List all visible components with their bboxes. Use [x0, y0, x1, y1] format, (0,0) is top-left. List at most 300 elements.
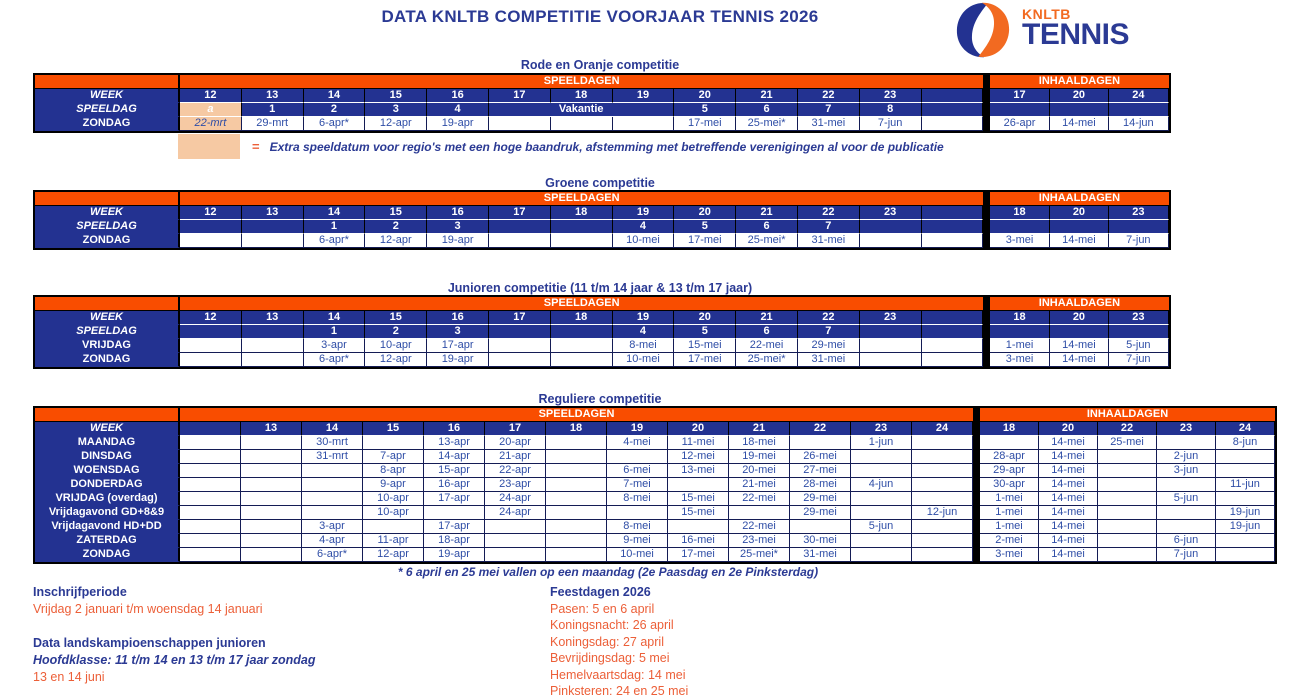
week-number: 22 — [798, 311, 860, 325]
date-cell: 7-mei — [607, 478, 668, 492]
date-cell: 28-mei — [790, 478, 851, 492]
date-cell: 22-mei — [729, 492, 790, 506]
date-cell: 17-mei — [668, 548, 729, 562]
landskampioenschappen-line2: 13 en 14 juni — [33, 670, 105, 684]
inhaal-date-cell — [1098, 464, 1157, 478]
date-cell — [607, 450, 668, 464]
week-number: 22 — [798, 89, 860, 103]
speeldag-number — [180, 325, 242, 339]
date-cell — [241, 436, 302, 450]
speeldag-number: a — [180, 103, 242, 117]
speeldag-number: 7 — [798, 220, 860, 234]
date-cell — [912, 520, 973, 534]
week-number: 17 — [489, 311, 551, 325]
feestdag-item: Pinksteren: 24 en 25 mei — [550, 684, 689, 698]
speeldag-number: 3 — [427, 220, 489, 234]
date-cell — [302, 506, 363, 520]
inhaal-date-cell — [1157, 520, 1216, 534]
date-cell: 4-mei — [607, 436, 668, 450]
date-cell — [302, 478, 363, 492]
info-left-block — [33, 584, 316, 686]
inhaaldagen-header: INHAALDAGEN — [980, 408, 1275, 422]
date-cell — [242, 353, 304, 367]
section-divider — [983, 192, 990, 206]
inhaal-date-cell: 1-mei — [990, 339, 1049, 353]
date-cell: 20-mei — [729, 464, 790, 478]
day-row-label: ZONDAG — [35, 234, 180, 248]
date-cell: 22-mei — [729, 520, 790, 534]
inhaal-date-cell: 7-jun — [1157, 548, 1216, 562]
inhaal-date-cell — [980, 436, 1039, 450]
date-cell — [551, 117, 613, 131]
section-divider — [973, 506, 980, 520]
date-cell — [546, 548, 607, 562]
section-divider — [983, 325, 990, 339]
week-number: 16 — [424, 422, 485, 436]
speeldag-number — [990, 220, 1049, 234]
date-cell — [729, 506, 790, 520]
feestdagen-block — [550, 584, 688, 698]
week-row-label: WEEK — [35, 311, 180, 325]
date-cell: 12-jun — [912, 506, 973, 520]
week-number: 14 — [302, 422, 363, 436]
section-divider — [973, 450, 980, 464]
day-row-label: WOENSDAG — [35, 464, 180, 478]
section-divider — [983, 234, 990, 248]
week-number: 19 — [613, 311, 675, 325]
date-cell — [551, 234, 613, 248]
date-cell: 31-mei — [798, 234, 860, 248]
inhaal-date-cell: 2-mei — [980, 534, 1039, 548]
date-cell — [922, 117, 984, 131]
spacer — [33, 618, 316, 635]
inhaal-date-cell: 14-jun — [1109, 117, 1168, 131]
feestdag-item: Bevrijdingsdag: 5 mei — [550, 651, 670, 665]
inhaal-date-cell — [1216, 492, 1275, 506]
feestdag-item: Koningsnacht: 26 april — [550, 618, 674, 632]
date-cell: 6-apr* — [304, 117, 366, 131]
inschrijfperiode-title: Inschrijfperiode — [33, 585, 127, 599]
inhaal-date-cell: 3-jun — [1157, 464, 1216, 478]
legend-equals-sign: = — [252, 139, 260, 154]
date-cell — [302, 492, 363, 506]
week-number: 15 — [365, 206, 427, 220]
inhaal-date-cell: 14-mei — [1039, 506, 1098, 520]
inhaal-week-number: 20 — [1050, 206, 1109, 220]
inhaal-week-number: 17 — [990, 89, 1049, 103]
table-rode-oranje — [33, 73, 1171, 133]
inhaal-date-cell — [1098, 534, 1157, 548]
date-cell: 6-apr* — [302, 548, 363, 562]
table-groene — [33, 190, 1171, 250]
inhaal-week-number: 24 — [1216, 422, 1275, 436]
table-corner — [35, 408, 180, 422]
knltb-logo-text — [1022, 1, 1130, 51]
date-cell: 10-apr — [363, 492, 424, 506]
week-number — [922, 89, 984, 103]
date-cell: 3-apr — [304, 339, 366, 353]
week-number: 16 — [427, 311, 489, 325]
week-number: 16 — [427, 89, 489, 103]
week-number — [922, 206, 984, 220]
inhaal-date-cell — [1216, 548, 1275, 562]
logo-knltb-label: KNLTB — [1022, 6, 1071, 22]
table-title-reguliere: Reguliere competitie — [538, 392, 662, 406]
speeldag-number — [1050, 220, 1109, 234]
table-title-junioren: Junioren competitie (11 t/m 14 jaar & 13 t/m 17 jaar) — [447, 281, 753, 295]
date-cell — [613, 117, 675, 131]
day-row-label: ZATERDAG — [35, 534, 180, 548]
week-number: 18 — [551, 311, 613, 325]
date-cell — [241, 450, 302, 464]
speeldag-number: 1 — [304, 220, 366, 234]
date-cell — [922, 353, 984, 367]
inhaal-date-cell: 11-jun — [1216, 478, 1275, 492]
week-number: 17 — [489, 206, 551, 220]
inhaal-date-cell: 14-mei — [1039, 436, 1098, 450]
section-divider — [983, 220, 990, 234]
date-cell: 17-apr — [424, 520, 485, 534]
week-number: 22 — [798, 206, 860, 220]
section-divider — [983, 339, 990, 353]
date-cell: 11-apr — [363, 534, 424, 548]
speeldag-number: 6 — [736, 220, 798, 234]
date-cell: 12-apr — [365, 117, 427, 131]
date-cell: 10-apr — [365, 339, 427, 353]
date-cell — [485, 534, 546, 548]
date-cell: 23-apr — [485, 478, 546, 492]
date-cell: 26-mei — [790, 450, 851, 464]
week-row-label: WEEK — [35, 206, 180, 220]
table-title-rode-oranje: Rode en Oranje competitie — [520, 58, 680, 72]
section-divider — [973, 464, 980, 478]
section-divider — [983, 353, 990, 367]
date-cell — [241, 520, 302, 534]
inhaal-date-cell — [1157, 478, 1216, 492]
inhaal-week-number: 20 — [1050, 89, 1109, 103]
date-cell — [180, 436, 241, 450]
date-cell — [546, 506, 607, 520]
inhaaldagen-header: INHAALDAGEN — [990, 192, 1168, 206]
speeldag-number: 5 — [674, 103, 736, 117]
speeldag-number — [489, 325, 551, 339]
legend-text: Extra speeldatum voor regio's met een hoge baandruk, afstemming met betreffende verenigingen al voor de publicatie — [269, 139, 944, 154]
date-cell: 12-mei — [668, 450, 729, 464]
date-cell: 24-apr — [485, 506, 546, 520]
date-cell: 4-apr — [302, 534, 363, 548]
inhaal-date-cell: 14-mei — [1039, 534, 1098, 548]
week-number: 21 — [736, 311, 798, 325]
date-cell — [790, 520, 851, 534]
inhaal-date-cell: 14-mei — [1050, 339, 1109, 353]
page-title: DATA KNLTB COMPETITIE VOORJAAR TENNIS 2026 — [381, 7, 819, 26]
day-row-label: Vrijdagavond GD+8&9 — [35, 506, 180, 520]
date-cell — [180, 234, 242, 248]
day-row-label: ZONDAG — [35, 117, 180, 131]
week-number: 13 — [241, 422, 302, 436]
inhaal-week-number: 23 — [1109, 206, 1168, 220]
inhaal-date-cell: 7-jun — [1109, 353, 1168, 367]
date-cell — [860, 234, 922, 248]
section-divider — [973, 436, 980, 450]
speeldag-number: 4 — [613, 325, 675, 339]
date-cell — [546, 464, 607, 478]
table-corner — [35, 192, 180, 206]
date-cell: 31-mrt — [302, 450, 363, 464]
speeldag-number — [860, 325, 922, 339]
week-number: 23 — [860, 89, 922, 103]
week-number: 24 — [912, 422, 973, 436]
week-number: 21 — [729, 422, 790, 436]
speeldag-number: 5 — [674, 220, 736, 234]
inhaal-date-cell: 5-jun — [1157, 492, 1216, 506]
feestdag-item: Koningsdag: 27 april — [550, 634, 664, 649]
date-cell — [546, 492, 607, 506]
inhaal-date-cell: 26-apr — [990, 117, 1049, 131]
speeldag-number: 7 — [798, 103, 860, 117]
date-cell: 12-apr — [365, 353, 427, 367]
speeldag-number — [990, 103, 1049, 117]
speeldag-number: 3 — [365, 103, 427, 117]
date-cell: 19-apr — [424, 548, 485, 562]
inhaal-date-cell: 25-mei — [1098, 436, 1157, 450]
inhaal-date-cell — [1098, 478, 1157, 492]
date-cell: 6-mei — [607, 464, 668, 478]
date-cell — [851, 492, 912, 506]
date-cell — [860, 353, 922, 367]
inhaal-date-cell — [1157, 506, 1216, 520]
inhaal-date-cell: 14-mei — [1039, 478, 1098, 492]
week-number: 15 — [365, 311, 427, 325]
date-cell: 3-apr — [302, 520, 363, 534]
speeldag-number — [922, 325, 984, 339]
section-divider — [973, 478, 980, 492]
section-divider — [983, 297, 990, 311]
date-cell: 17-mei — [674, 234, 736, 248]
week-number: 14 — [304, 206, 366, 220]
inhaal-date-cell: 14-mei — [1050, 117, 1109, 131]
date-cell: 18-apr — [424, 534, 485, 548]
speeldag-number: 1 — [304, 325, 366, 339]
date-cell — [851, 464, 912, 478]
speeldag-number — [551, 325, 613, 339]
inhaal-week-number: 20 — [1039, 422, 1098, 436]
inhaal-date-cell: 19-jun — [1216, 520, 1275, 534]
date-cell: 22-mrt — [180, 117, 242, 131]
speeldag-number — [1109, 220, 1168, 234]
week-number: 23 — [851, 422, 912, 436]
week-number: 15 — [363, 422, 424, 436]
date-cell — [851, 548, 912, 562]
table-reguliere — [33, 406, 1277, 564]
feestdag-item: Pasen: 5 en 6 april — [550, 601, 655, 616]
date-cell — [546, 478, 607, 492]
date-cell: 17-mei — [674, 117, 736, 131]
speeldag-number — [860, 220, 922, 234]
date-cell — [180, 339, 242, 353]
speeldag-number — [922, 103, 984, 117]
date-cell: 15-mei — [668, 492, 729, 506]
feestdagen-title: Feestdagen 2026 — [550, 585, 651, 599]
inhaal-date-cell: 5-jun — [1109, 339, 1168, 353]
inhaal-week-number: 20 — [1050, 311, 1109, 325]
speeldag-number — [1109, 103, 1168, 117]
date-cell: 12-apr — [363, 548, 424, 562]
inhaal-date-cell — [1098, 450, 1157, 464]
date-cell — [790, 436, 851, 450]
date-cell: 12-apr — [365, 234, 427, 248]
date-cell — [912, 436, 973, 450]
table-corner — [35, 297, 180, 311]
inhaal-date-cell: 7-jun — [1109, 234, 1168, 248]
date-cell: 25-mei* — [729, 548, 790, 562]
week-number: 14 — [304, 89, 366, 103]
inhaal-date-cell: 28-apr — [980, 450, 1039, 464]
speeldag-number — [1050, 103, 1109, 117]
date-cell — [485, 548, 546, 562]
section-divider — [983, 75, 990, 89]
speeldag-number: 8 — [860, 103, 922, 117]
section-divider — [973, 548, 980, 562]
table-junioren — [33, 295, 1171, 369]
section-divider — [983, 103, 990, 117]
inhaal-date-cell: 14-mei — [1039, 492, 1098, 506]
inhaal-date-cell: 14-mei — [1039, 548, 1098, 562]
inhaal-date-cell — [1216, 534, 1275, 548]
date-cell: 19-apr — [427, 353, 489, 367]
date-cell — [241, 548, 302, 562]
date-cell: 5-jun — [851, 520, 912, 534]
landskampioenschappen-line1: Hoofdklasse: 11 t/m 14 en 13 t/m 17 jaar zondag — [33, 653, 316, 667]
date-cell — [546, 534, 607, 548]
week-number: 12 — [180, 311, 242, 325]
speeldag-number: 6 — [736, 103, 798, 117]
speeldag-number — [242, 220, 304, 234]
date-cell — [668, 478, 729, 492]
date-cell: 10-mei — [607, 548, 668, 562]
date-cell: 23-mei — [729, 534, 790, 548]
date-cell — [922, 234, 984, 248]
date-cell: 10-apr — [363, 506, 424, 520]
week-number: 15 — [365, 89, 427, 103]
date-cell: 29-mrt — [242, 117, 304, 131]
day-row-label: VRIJDAG — [35, 339, 180, 353]
inhaal-date-cell: 14-mei — [1050, 353, 1109, 367]
section-divider — [983, 311, 990, 325]
date-cell: 13-apr — [424, 436, 485, 450]
date-cell: 16-mei — [668, 534, 729, 548]
date-cell — [241, 492, 302, 506]
date-cell: 29-mei — [790, 492, 851, 506]
section-divider — [973, 422, 980, 436]
date-cell — [922, 339, 984, 353]
date-cell — [363, 520, 424, 534]
date-cell — [180, 534, 241, 548]
inhaaldagen-header: INHAALDAGEN — [990, 297, 1168, 311]
date-cell: 21-apr — [485, 450, 546, 464]
date-cell — [489, 117, 551, 131]
date-cell: 9-apr — [363, 478, 424, 492]
week-number: 17 — [489, 89, 551, 103]
week-number: 20 — [674, 311, 736, 325]
date-cell — [551, 339, 613, 353]
date-cell — [912, 464, 973, 478]
week-number: 20 — [674, 206, 736, 220]
date-cell: 30-mei — [790, 534, 851, 548]
speeldag-number: 2 — [365, 220, 427, 234]
speeldag-number: 2 — [365, 325, 427, 339]
date-cell — [489, 353, 551, 367]
week-row-label: WEEK — [35, 89, 180, 103]
inhaal-date-cell: 19-jun — [1216, 506, 1275, 520]
section-divider — [973, 520, 980, 534]
date-cell: 19-apr — [427, 234, 489, 248]
date-cell: 17-mei — [674, 353, 736, 367]
inhaal-date-cell — [1098, 492, 1157, 506]
date-cell: 29-mei — [790, 506, 851, 520]
speeldagen-header: SPEELDAGEN — [180, 297, 983, 311]
date-cell: 11-mei — [668, 436, 729, 450]
date-cell — [241, 464, 302, 478]
inhaal-date-cell: 14-mei — [1050, 234, 1109, 248]
feestdag-item: Hemelvaartsdag: 14 mei — [550, 667, 686, 682]
date-cell — [180, 548, 241, 562]
week-number: 19 — [607, 422, 668, 436]
date-cell — [607, 506, 668, 520]
speeldag-number: 7 — [798, 325, 860, 339]
week-number: 18 — [546, 422, 607, 436]
date-cell: 10-mei — [613, 234, 675, 248]
speeldag-number — [1109, 325, 1168, 339]
date-cell: 29-mei — [798, 339, 860, 353]
date-cell — [912, 492, 973, 506]
inhaal-date-cell: 30-apr — [980, 478, 1039, 492]
inhaal-date-cell: 3-mei — [990, 353, 1049, 367]
inschrijfperiode-text: Vrijdag 2 januari t/m woensdag 14 januari — [33, 602, 263, 616]
speeldag-number — [551, 220, 613, 234]
date-cell — [546, 520, 607, 534]
inhaal-week-number: 22 — [1098, 422, 1157, 436]
date-cell: 21-mei — [729, 478, 790, 492]
week-number: 13 — [242, 89, 304, 103]
inhaal-week-number: 23 — [1157, 422, 1216, 436]
landskampioenschappen-title: Data landskampioenschappen junioren — [33, 636, 266, 650]
week-number — [922, 311, 984, 325]
inhaal-week-number: 24 — [1109, 89, 1168, 103]
week-row-label: WEEK — [35, 422, 180, 436]
date-cell: 31-mei — [798, 353, 860, 367]
day-row-label: Vrijdagavond HD+DD — [35, 520, 180, 534]
date-cell: 22-mei — [736, 339, 798, 353]
inhaal-date-cell: 3-mei — [990, 234, 1049, 248]
date-cell: 4-jun — [851, 478, 912, 492]
date-cell: 17-apr — [424, 492, 485, 506]
date-cell — [180, 492, 241, 506]
logo-tennis-label: TENNIS — [1022, 18, 1130, 51]
knltb-logo-mark — [951, 1, 1015, 59]
date-cell: 15-mei — [668, 506, 729, 520]
date-cell: 20-apr — [485, 436, 546, 450]
section-divider — [983, 89, 990, 103]
week-number: 22 — [790, 422, 851, 436]
date-cell — [180, 450, 241, 464]
speeldag-number — [922, 220, 984, 234]
date-cell: 7-apr — [363, 450, 424, 464]
date-cell: 8-mei — [607, 520, 668, 534]
inhaal-date-cell: 8-jun — [1216, 436, 1275, 450]
speeldag-row-label: SPEELDAG — [35, 103, 180, 117]
date-cell: 8-apr — [363, 464, 424, 478]
